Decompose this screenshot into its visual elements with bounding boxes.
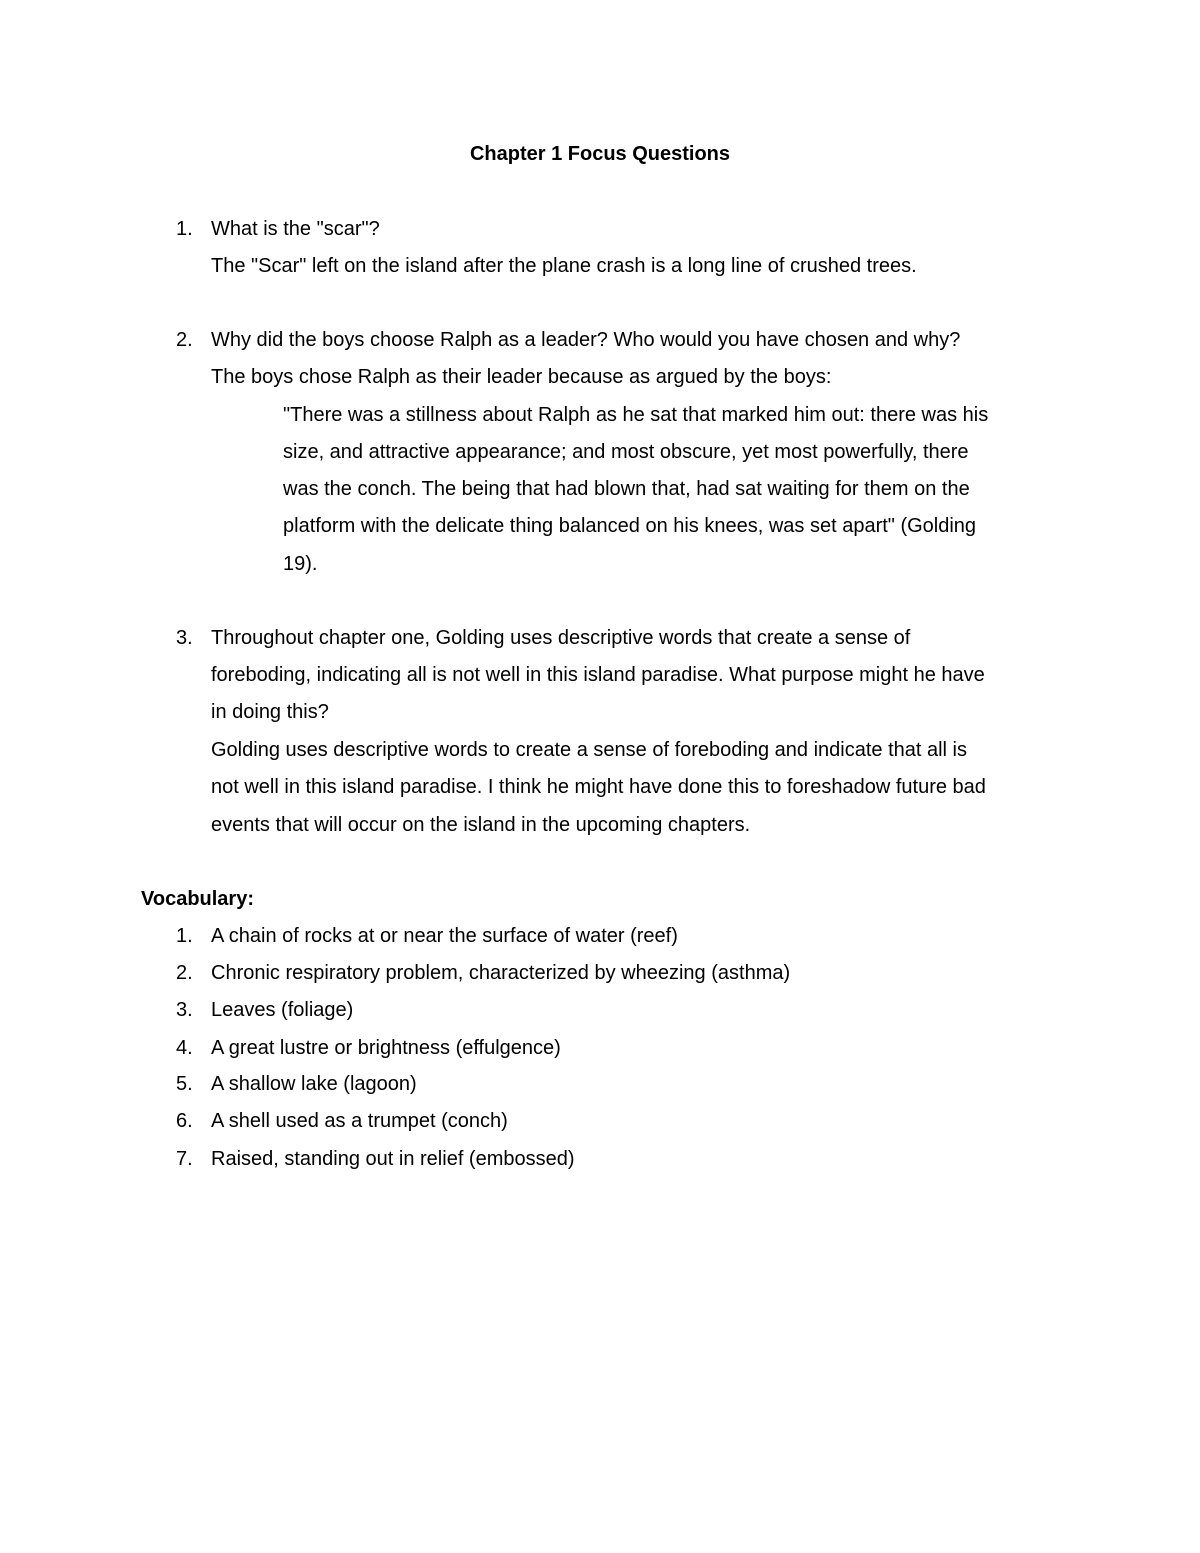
vocab-number: 7. — [176, 1148, 193, 1170]
question-text: foreboding, indicating all is not well in this island paradise. What purpose might he have — [211, 664, 985, 686]
answer-text: The "Scar" left on the island after the plane crash is a long line of crushed trees. — [211, 255, 917, 277]
question-text: What is the "scar"? — [211, 218, 380, 240]
vocab-item: Raised, standing out in relief (embossed) — [211, 1148, 575, 1170]
answer-text: Golding uses descriptive words to create a sense of foreboding and indicate that all is — [211, 739, 967, 761]
vocab-number: 1. — [176, 925, 193, 947]
answer-text: not well in this island paradise. I think he might have done this to foreshadow future bad — [211, 776, 986, 798]
vocab-number: 3. — [176, 999, 193, 1021]
vocab-number: 5. — [176, 1073, 193, 1095]
vocabulary-heading: Vocabulary: — [141, 888, 254, 910]
vocab-item: A shell used as a trumpet (conch) — [211, 1110, 508, 1132]
answer-text: The boys chose Ralph as their leader because as argued by the boys: — [211, 366, 832, 388]
vocab-number: 2. — [176, 962, 193, 984]
question-text: Why did the boys choose Ralph as a leader? Who would you have chosen and why? — [211, 329, 961, 351]
quote-line: "There was a stillness about Ralph as he sat that marked him out: there was his — [283, 404, 989, 426]
vocab-item: Chronic respiratory problem, characterized by wheezing (asthma) — [211, 962, 791, 984]
vocab-item: Leaves (foliage) — [211, 999, 354, 1021]
answer-text: events that will occur on the island in the upcoming chapters. — [211, 814, 751, 836]
question-text: in doing this? — [211, 701, 329, 723]
vocab-number: 6. — [176, 1110, 193, 1132]
question-number: 2. — [176, 329, 193, 351]
vocab-number: 4. — [176, 1037, 193, 1059]
vocab-item: A great lustre or brightness (effulgence) — [211, 1037, 561, 1059]
quote-line: 19). — [283, 553, 318, 575]
vocab-item: A chain of rocks at or near the surface of water (reef) — [211, 925, 678, 947]
quote-line: was the conch. The being that had blown that, had sat waiting for them on the — [283, 478, 970, 500]
question-text: Throughout chapter one, Golding uses descriptive words that create a sense of — [211, 627, 911, 649]
vocab-item: A shallow lake (lagoon) — [211, 1073, 417, 1095]
quote-line: size, and attractive appearance; and most obscure, yet most powerfully, there — [283, 441, 969, 463]
page-title: Chapter 1 Focus Questions — [469, 143, 731, 165]
question-number: 3. — [176, 627, 193, 649]
question-number: 1. — [176, 218, 193, 240]
quote-line: platform with the delicate thing balanced on his knees, was set apart" (Golding — [283, 515, 977, 537]
